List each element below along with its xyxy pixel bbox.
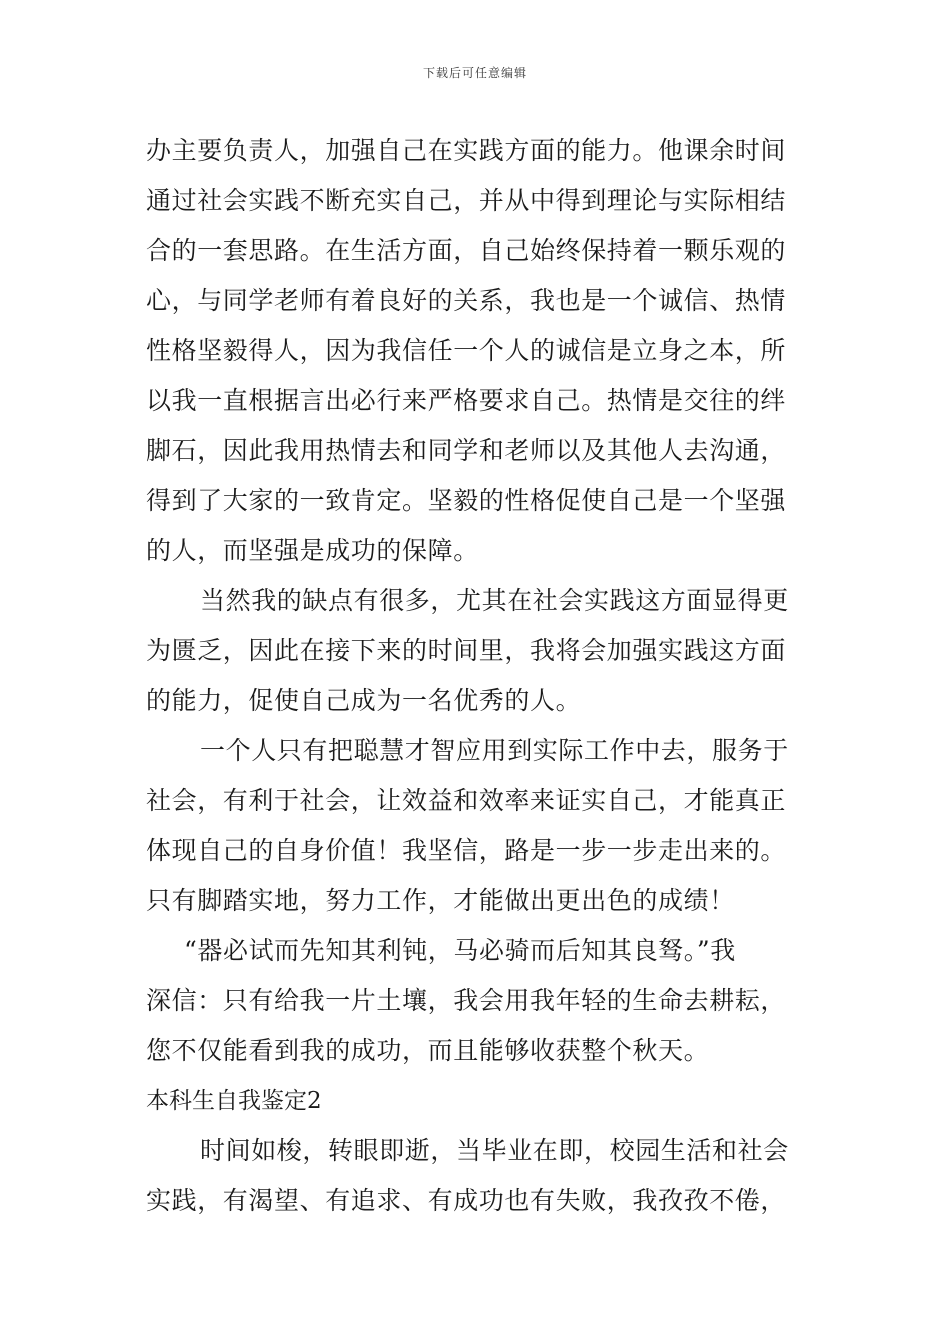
text-line: 通过社会实践不断充实自己，并从中得到理论与实际相结: [146, 186, 787, 215]
paragraph-3: [146, 726, 808, 926]
text-line: 体现自己的自身价值！我坚信，路是一步一步走出来的。: [146, 836, 787, 865]
text-line: 为匮乏，因此在接下来的时间里，我将会加强实践这方面: [146, 636, 787, 665]
paragraph-2: [146, 576, 808, 726]
paragraph-1: [146, 126, 808, 576]
text-line: 实践，有渴望、有追求、有成功也有失败，我孜孜不倦，: [146, 1186, 787, 1215]
section-title: 本科生自我鉴定2: [146, 1088, 322, 1114]
text-line: 性格坚毅得人，因为我信任一个人的诚信是立身之本，所: [146, 336, 787, 365]
text-line: 的能力，促使自己成为一名优秀的人。: [146, 686, 582, 715]
document-body: [146, 126, 808, 1226]
text-line: 以我一直根据言出必行来严格要求自己。热情是交往的绊: [146, 386, 787, 415]
text-line: 心，与同学老师有着良好的关系，我也是一个诚信、热情: [146, 286, 787, 315]
page-header: 下载后可任意编辑: [422, 66, 527, 80]
text-line: 社会，有利于社会，让效益和效率来证实自己，才能真正: [146, 786, 787, 815]
text-line: “器必试而先知其利钝，马必骑而后知其良驽。”我: [184, 936, 736, 965]
text-line: 当然我的缺点有很多，尤其在社会实践这方面显得更: [200, 586, 789, 615]
text-line: 时间如梭，转眼即逝，当毕业在即，校园生活和社会: [200, 1136, 789, 1165]
paragraph-4: [146, 926, 808, 1076]
text-line: 办主要负责人，加强自己在实践方面的能力。他课余时间: [146, 136, 787, 165]
text-line: 深信：只有给我一片土壤，我会用我年轻的生命去耕耘，: [146, 986, 787, 1015]
text-line: 脚石，因此我用热情去和同学和老师以及其他人去沟通，: [146, 436, 787, 465]
text-line: 得到了大家的一致肯定。坚毅的性格促使自己是一个坚强: [146, 486, 787, 515]
text-line: 合的一套思路。在生活方面，自己始终保持着一颗乐观的: [146, 236, 787, 265]
text-line: 的人，而坚强是成功的保障。: [146, 536, 479, 565]
section-paragraph: [146, 1126, 808, 1226]
text-line: 一个人只有把聪慧才智应用到实际工作中去，服务于: [200, 736, 789, 765]
text-line: 您不仅能看到我的成功，而且能够收获整个秋天。: [146, 1036, 710, 1065]
text-line: 只有脚踏实地，努力工作，才能做出更出色的成绩！: [146, 886, 735, 915]
